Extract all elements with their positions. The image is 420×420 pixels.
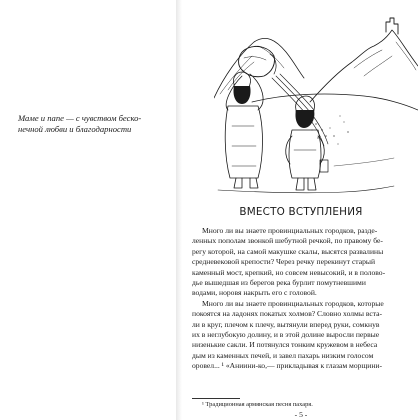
text-line: Много ли вы знаете провинциальных городков, которые (202, 298, 384, 308)
dedication-line: нечной любви и благодарности (18, 124, 132, 134)
dedication-line: Маме и папе — с чувством беско- (18, 113, 142, 123)
mountain-left (214, 38, 304, 98)
text-line: водами, норовя накрыть его с головой. (192, 288, 317, 298)
text-line: ленных пополам звонкой шебутной речкой, по правому бе- (192, 236, 383, 246)
text-line: регу которой, на самой макушке скалы, высятся развалины (192, 246, 384, 256)
foreground-hill (252, 94, 418, 110)
mountain-right (310, 30, 418, 102)
section-title: ВМЕСТО ВСТУПЛЕНИЯ (239, 206, 363, 218)
left-page (0, 0, 176, 420)
text-line: каменный мост, крепкий, но совсем невысокий, и в полово- (192, 267, 386, 277)
text-line: оровел... ¹ «Аниини-ко,— прикладывая к глазам морщини- (192, 361, 382, 371)
fortress-ruins (386, 18, 398, 34)
footnote: ¹ Традиционная армянская песня пахаря. (202, 401, 313, 408)
dedication (18, 113, 168, 135)
text-line: дье вышедшая из берегов река бурлит помутневшими (192, 278, 366, 288)
ground (218, 186, 394, 193)
receiving-figure (286, 96, 328, 190)
pouring-figure (225, 72, 263, 188)
text-line: средневековой крепости? Через речку перекинут старый (192, 257, 376, 267)
page-number: - 5 - (294, 410, 308, 419)
text-line: покоятся на ладонях покатых холмов? Словно холмы вста- (192, 309, 383, 319)
text-line: дым из каменных печей, и завел пахарь низким голосом (192, 350, 374, 360)
ink-illustration (214, 6, 418, 198)
footnote-rule (192, 398, 240, 399)
text-line: Много ли вы знаете провинциальных городков, разде- (202, 226, 378, 235)
text-line: ли в круг, плечом к плечу, вытянули вперед руки, сомкнув (192, 319, 380, 329)
text-line: низенькие сакли. И потянулся тонким кружевом в небеса (192, 340, 378, 350)
right-page (182, 0, 420, 420)
body-text (192, 226, 414, 372)
text-line: их в неглубокую долину, и в этой долине выросли первые (192, 330, 380, 340)
